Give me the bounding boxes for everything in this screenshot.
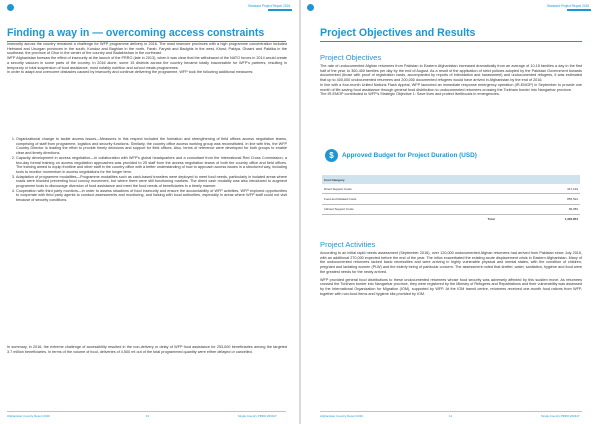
- table-total-row: [322, 214, 580, 224]
- table-cell: 89,989: [497, 204, 580, 214]
- table-header-row: [322, 175, 580, 184]
- table-row: [322, 194, 580, 204]
- footer-left: Afghanistan Country Report 2016: [7, 414, 50, 418]
- header-label: Standard Project Report 2016: [248, 4, 291, 8]
- activities-paragraph: WFP provided general food distributions to these undocumented returnees whose food security was adversely affected by this sudden move. As returnees crossed the Torkham border into Nangarhar province, they were registered by the Ministry of Refugees and Repatriations and their vulnerability was assessed by the International Organization for Migration (IOM), supported by WFP. At the IOM transit centre, returnees received one-month food rations from WFP, together with non-food items and hygiene kits provided by IOM.: [320, 277, 582, 296]
- table-row: [322, 184, 580, 194]
- measures-list: [7, 137, 287, 203]
- body-text: [7, 42, 287, 75]
- table-cell: Indirect Support Costs: [322, 204, 497, 214]
- table-cell: Cost Category: [322, 175, 497, 184]
- section-heading: Project Activities: [320, 240, 376, 249]
- activities-paragraph: According to an initial rapid needs assessment (September 2016), over 120,000 undocumented Afghan returnees had arrived from Pakistan since July 2016, with an additional 270,000 expected before the end of the year. The influx exacerbated the existing acute displacement crisis in Eastern Afghanistan. Many of the undocumented returnees lacked basic necessities and were arriving in highly vulnerable physical and mental states, with the condition of children, pregnant and lactating women (PLW) and the elderly being of particular concern. The assessment noted that shelter, water, sanitation, hygiene and food were the greatest needs for the newly arrived.: [320, 251, 582, 274]
- intro-paragraph: WFP Afghanistan foresaw the effect of insecurity at the launch of the PRRO (late in 2013), when it was clear that the withdrawal of the NATO forces in 2014 would create a security vacuum in some parts of the country. In 2016 alone, some 15 districts across the country became totally inaccessible for WFP's partners, resulting in temporary or total suspension of food assistance, most notably nutrition and school meals programmes.: [7, 56, 287, 70]
- footer-rule: [320, 411, 582, 412]
- header-label: Standard Project Report 2016: [547, 4, 590, 8]
- intro-paragraph: In order to adapt and overcome obstacles caused by insecurity and continue delivering the programme, WFP took the following additional measures:: [7, 70, 254, 75]
- footer-left: Afghanistan Country Report 2016: [320, 414, 363, 418]
- list-item: 1. Organizational change to tackle access issues—Measures in this respect included the formation and strengthening of field offices access negotiation teams, comprising of staff from programme, logistics and security functions. Similarly, the country office access working group was reconstituted. In line with this, the WFP Country Director is leading the effort to provide timely decisions and support for field offices. Also, terms of reference were developed for both groups to enable clear and timely directions.: [16, 137, 287, 156]
- activities-text: [320, 251, 582, 296]
- right-page: [301, 0, 600, 424]
- table-cell: 347,149: [497, 184, 580, 194]
- section-heading: Project Objectives: [320, 53, 382, 62]
- objectives-paragraph: The IR-EMOP contributed to WFP's Strategic Objective 1: Save lives and protect livelihoods in emergencies.: [320, 92, 500, 97]
- page-number: 10: [146, 414, 150, 418]
- page-title: Finding a way in — overcoming access constraints: [7, 27, 265, 39]
- list-item: 4. Cooperation with third party monitors—In order to assess situations of food insecurity and ensure the accountability of WFP activities, WFP explored opportunities to cooperate with third party agents to conduct assessments and monitoring, and liaising with local authorities, especially in areas where WFP staff could not visit because of security conditions.: [16, 189, 287, 203]
- footer-rule: [7, 411, 286, 412]
- left-page: [0, 0, 299, 424]
- wfp-logo-icon: [7, 4, 14, 11]
- header-bar: [567, 9, 591, 11]
- wfp-logo-icon: [307, 4, 314, 11]
- table-cell: Food and Related Costs: [322, 194, 497, 204]
- table-cell: 1,326,854: [564, 217, 578, 222]
- table-cell: Total: [487, 217, 495, 222]
- title-rule: [320, 41, 582, 42]
- page-number: 11: [449, 414, 453, 418]
- table-cell: Direct Support Costs: [322, 184, 497, 194]
- objectives-text: [320, 64, 582, 97]
- footer-right: Single Country PRRO 200447: [238, 414, 277, 418]
- list-item: 3. Adaptation of programme modalities—Programme modalities such as cash-based transfers were deployed to meet food needs, particularly in isolated areas where roads were blocked preventing food convoy movement, but where there were still functioning markets. The direct cash modality was also introduced to augment programme tools to discourage diversion of food assistance and meet the food needs of beneficiaries in a timely manner.: [16, 175, 287, 189]
- table-row: [322, 204, 580, 214]
- list-item: 2. Capacity development in access negotiation—In collaboration with WFP's global headquarters and a consultant from the International Red Cross Commission, a two-day formal training on access negotiation approaches was provided to 25 staff from the access negotiation teams of both the country office and field offices. The training aimed to equip frontline and other staff in the country office with a better understanding of how to approach access issues in a structured way, including tools to monitor momentum in access negotiations for the longer term.: [16, 156, 287, 175]
- header-bar: [268, 9, 292, 11]
- money-bag-icon: $: [325, 149, 338, 162]
- budget-title: Approved Budget for Project Duration (USD): [342, 152, 477, 159]
- footer-right: Single Country PRRO 200447: [541, 414, 580, 418]
- page-title: Project Objectives and Results: [320, 27, 476, 39]
- intro-paragraph: Insecurity across the country remained a challenge for WFP programme delivery in 2016. The most insecure provinces with a high programme concentration included Helmand and Uruzgan provinces in the south, Kunduz and Baghlan in the north, Farah, Faryab and Badghis in the west, Khost, Paktya, Ghazni and Paktika in the southeast, the province of Ghor in the center of the country and Badakhshan in the northeast.: [7, 42, 287, 56]
- budget-table: [322, 175, 580, 224]
- table-cell: 855,522: [497, 194, 580, 204]
- summary-paragraph: In summary, in 2016, the extreme challenge of accessibility resulted in the non-delivery or delay of WFP food assistance for 253,000 beneficiaries among the targeted 3.7 million beneficiaries. In terms of the volume of food, deliveries of 4,500 mt out of the total programmed quantity were either delayed or cancelled.: [7, 345, 287, 354]
- table-cell: [497, 175, 580, 184]
- objectives-paragraph: The rate of undocumented Afghan returnees from Pakistan to Eastern Afghanistan increased dramatically from an average of 10-15 families a day in the first half of the year, to 300-400 families per day by the end of August. As a result of the application of strict policies adopted by the Pakistan Government towards documented (those with proof of registration cards, accompanied by reports of intimidation and harassment) and undocumented refugees, it was estimated that up to 400,000 undocumented returnees and 200,000 documented refugees would have arrived in Afghanistan by the end of 2016.: [320, 64, 582, 83]
- objectives-paragraph: In line with a four-month United Nations Flash Appeal, WFP launched an immediate response emergency operation (IR-EMOP) in September to provide one month of life-saving food assistance through general food distribution to undocumented returnees crossing the Torkham border into Nangarhar province.: [320, 82, 582, 92]
